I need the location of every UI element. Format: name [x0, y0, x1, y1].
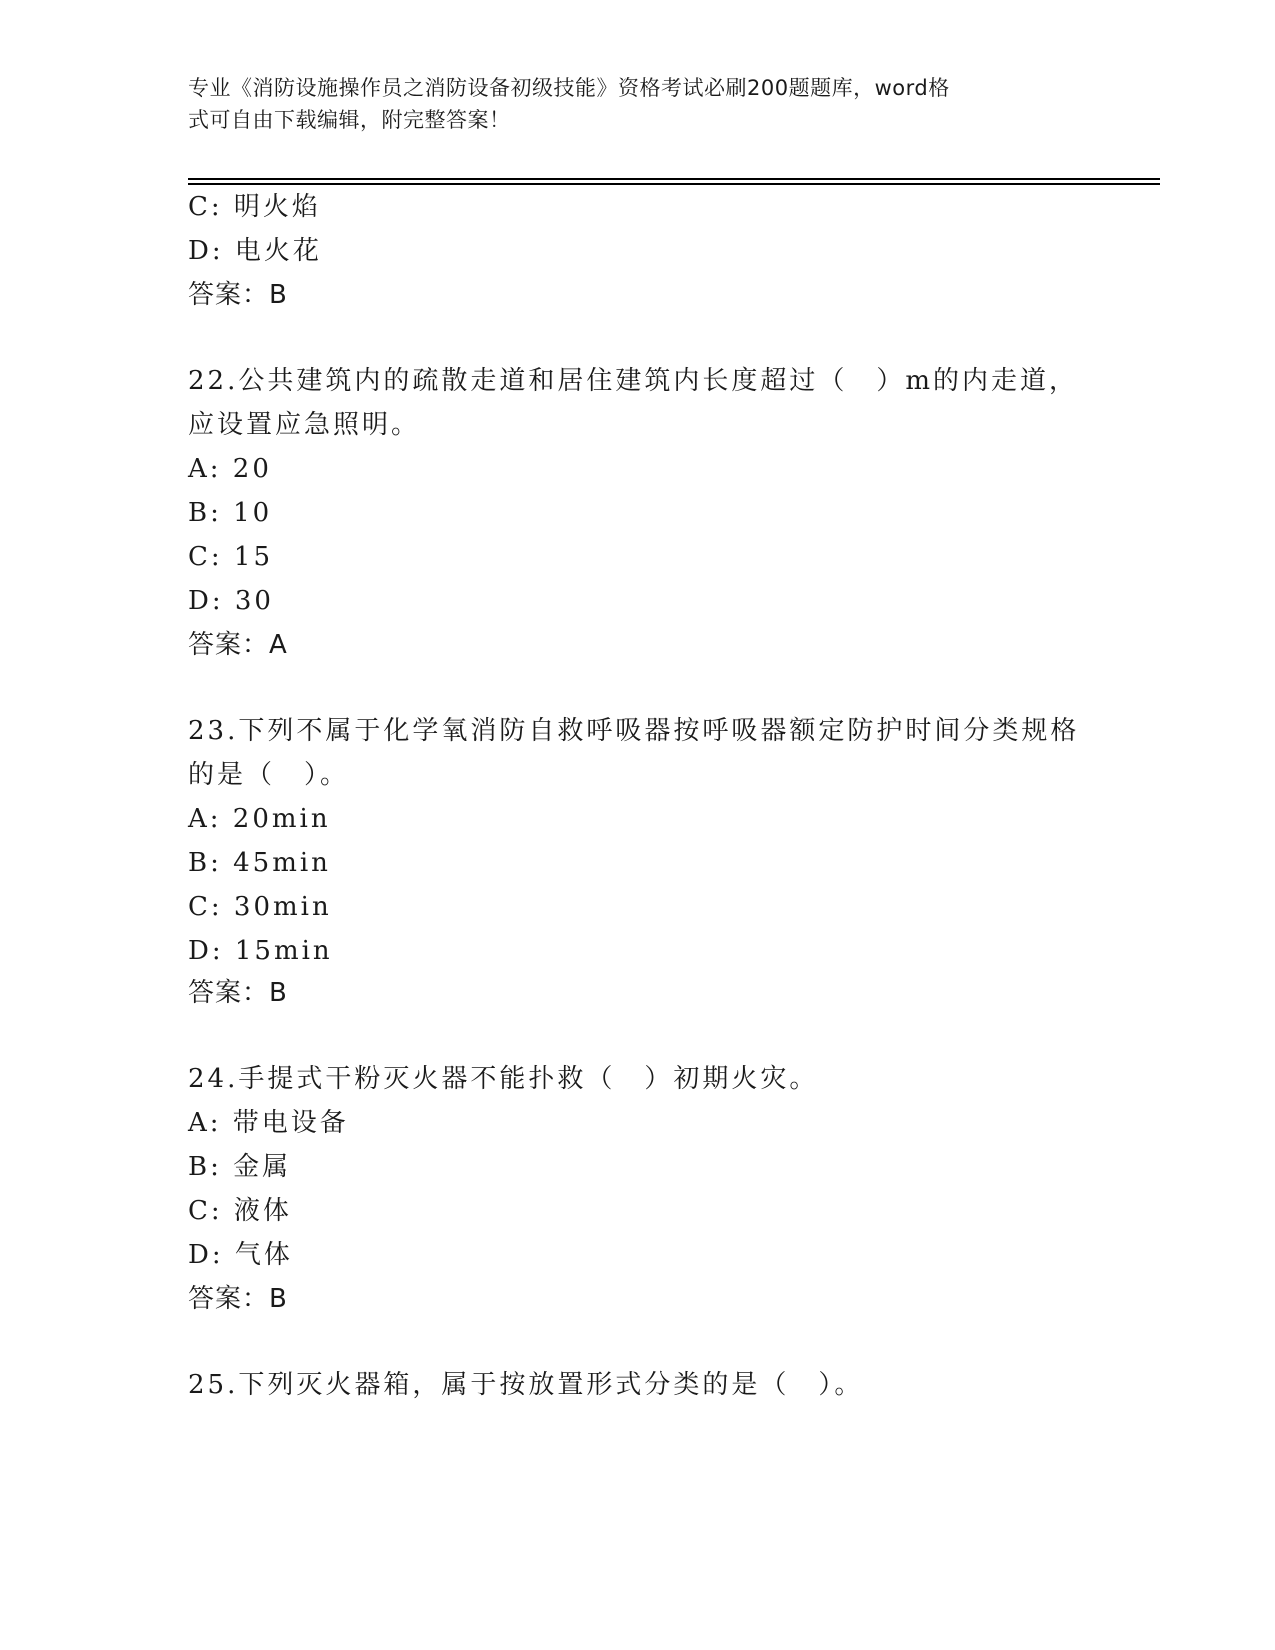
- q22-option-c: C: 15: [188, 542, 274, 572]
- q22-option-d: D: 30: [188, 586, 274, 616]
- q22-option-b: B: 10: [188, 498, 273, 528]
- q24-option-d: D: 气体: [188, 1240, 293, 1270]
- header-divider-bottom: [188, 183, 1160, 185]
- q25-stem-line-1: 25.下列灭火器箱，属于按放置形式分类的是（ ）。: [188, 1370, 864, 1400]
- q24-option-a: A: 带电设备: [188, 1108, 349, 1138]
- q22-stem-line-1: 22.公共建筑内的疏散走道和居住建筑内长度超过（ ）m的内走道，: [188, 366, 1079, 396]
- q21-option-d: D: 电火花: [188, 236, 322, 266]
- header-line-1: 专业《消防设施操作员之消防设备初级技能》资格考试必刷200题题库，word格: [188, 76, 950, 100]
- q22-answer: 答案：A: [188, 630, 288, 660]
- q24-option-b: B: 金属: [188, 1152, 292, 1182]
- q23-option-b: B: 45min: [188, 848, 331, 878]
- q23-stem-line-1: 23.下列不属于化学氧消防自救呼吸器按呼吸器额定防护时间分类规格: [188, 716, 1080, 746]
- q21-option-c: C: 明火焰: [188, 192, 321, 222]
- q23-stem-line-2: 的是（ ）。: [188, 760, 350, 790]
- q24-option-c: C: 液体: [188, 1196, 292, 1226]
- q24-answer: 答案：B: [188, 1284, 288, 1314]
- q22-option-a: A: 20: [188, 454, 272, 484]
- header-divider-top: [188, 178, 1160, 180]
- q21-answer: 答案：B: [188, 280, 288, 310]
- q22-stem-line-2: 应设置应急照明。: [188, 410, 421, 440]
- header-line-2: 式可自由下载编辑，附完整答案！: [188, 108, 511, 132]
- q23-answer: 答案：B: [188, 978, 288, 1008]
- q24-stem-line-1: 24.手提式干粉灭火器不能扑救（ ）初期火灾。: [188, 1064, 819, 1094]
- q23-option-a: A: 20min: [188, 804, 331, 834]
- document-header: [188, 72, 1068, 136]
- q23-option-c: C: 30min: [188, 892, 332, 922]
- q23-option-d: D: 15min: [188, 936, 333, 966]
